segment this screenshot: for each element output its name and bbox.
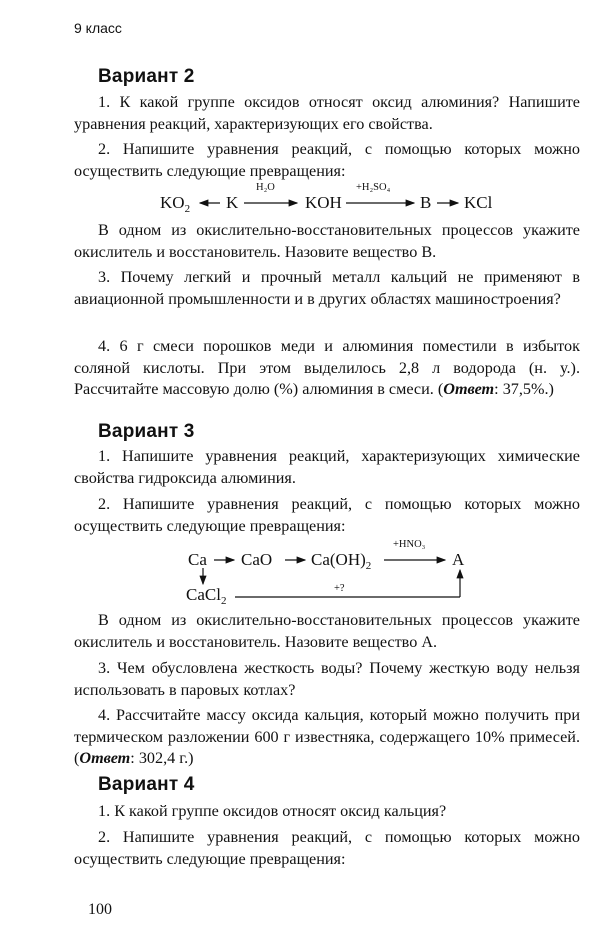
- v3-cacl2: CaCl$_2$: [186, 585, 227, 607]
- v2-koh: KOH: [305, 193, 342, 212]
- variant-4-title: Вариант 4: [98, 774, 195, 795]
- v2-question-2: 2. Напишите уравнения реакций, с помощью которых можно осуществить следующие превращения:: [74, 140, 580, 180]
- variant-2-title: Вариант 2: [98, 66, 195, 87]
- page-number: 100: [88, 901, 112, 918]
- v3-caoh2: $Ca(OH)_2$: [311, 550, 372, 572]
- v3-question-1: 1. Напишите уравнения реакций, характеризующих химические свойства гидроксида алюминия.: [74, 447, 580, 487]
- v2-ko2: $KO_2$: [160, 193, 191, 215]
- v2-kcl: KCl: [464, 193, 493, 212]
- grade-header: 9 класс: [74, 20, 122, 36]
- v2-b: B: [420, 193, 432, 212]
- v3-question-2b: В одном из окислительно-восстановительных процессов укажите окислитель и восстановитель. Назовите вещество А.: [74, 611, 580, 651]
- v2-h2so4-label: +H₂SO₄: [356, 182, 391, 193]
- v3-cao: CaO: [241, 550, 273, 569]
- variant-3-title: Вариант 3: [98, 421, 195, 442]
- v3-ca: Ca: [188, 550, 207, 569]
- v3-answer-label: Ответ: [79, 749, 131, 767]
- v2-question-2b: В одном из окислительно-восстановительных процессов укажите окислитель и восстановитель. Назовите вещество В.: [74, 221, 580, 261]
- v4-question-1: 1. К какой группе оксидов относят оксид кальция?: [98, 802, 447, 820]
- v3-question-2: 2. Напишите уравнения реакций, с помощью которых можно осуществить следующие превращения:: [74, 495, 580, 535]
- v2-k: K: [226, 193, 239, 212]
- v3-unknown-reagent: +?: [334, 583, 345, 594]
- v2-h2o-label: H₂O: [256, 182, 275, 193]
- v2-question-4: 4. 6 г смеси порошков меди и алюминия поместили в избыток соляной кислоты. При этом выделилось 2,8 л водорода (н. у.). Рассчитайте массовую долю (%) алюминия в смеси. (Ответ: 37,5%.): [74, 337, 580, 398]
- v2-answer-label: Ответ: [443, 380, 495, 398]
- v4-question-2: 2. Напишите уравнения реакций, с помощью которых можно осуществить следующие превращения:: [74, 828, 580, 868]
- v3-question-4: 4. Рассчитайте массу оксида кальция, который можно получить при термическом разложении 600 г известняка, содержащего 10% примесей. (Ответ: 302,4 г.): [74, 706, 580, 767]
- v2-question-3: 3. Почему легкий и прочный металл кальций не применяют в авиационной промышленности и в других областях машиностроения?: [74, 268, 580, 308]
- v3-a: A: [452, 550, 465, 569]
- v3-question-3: 3. Чем обусловлена жесткость воды? Почему жесткую воду нельзя использовать в паровых котлах?: [74, 659, 580, 699]
- v3-hno3-label: +HNO₃: [393, 539, 426, 550]
- v2-question-1: 1. К какой группе оксидов относят оксид алюминия? Напишите уравнения реакций, характеризующих его свойства.: [74, 93, 580, 133]
